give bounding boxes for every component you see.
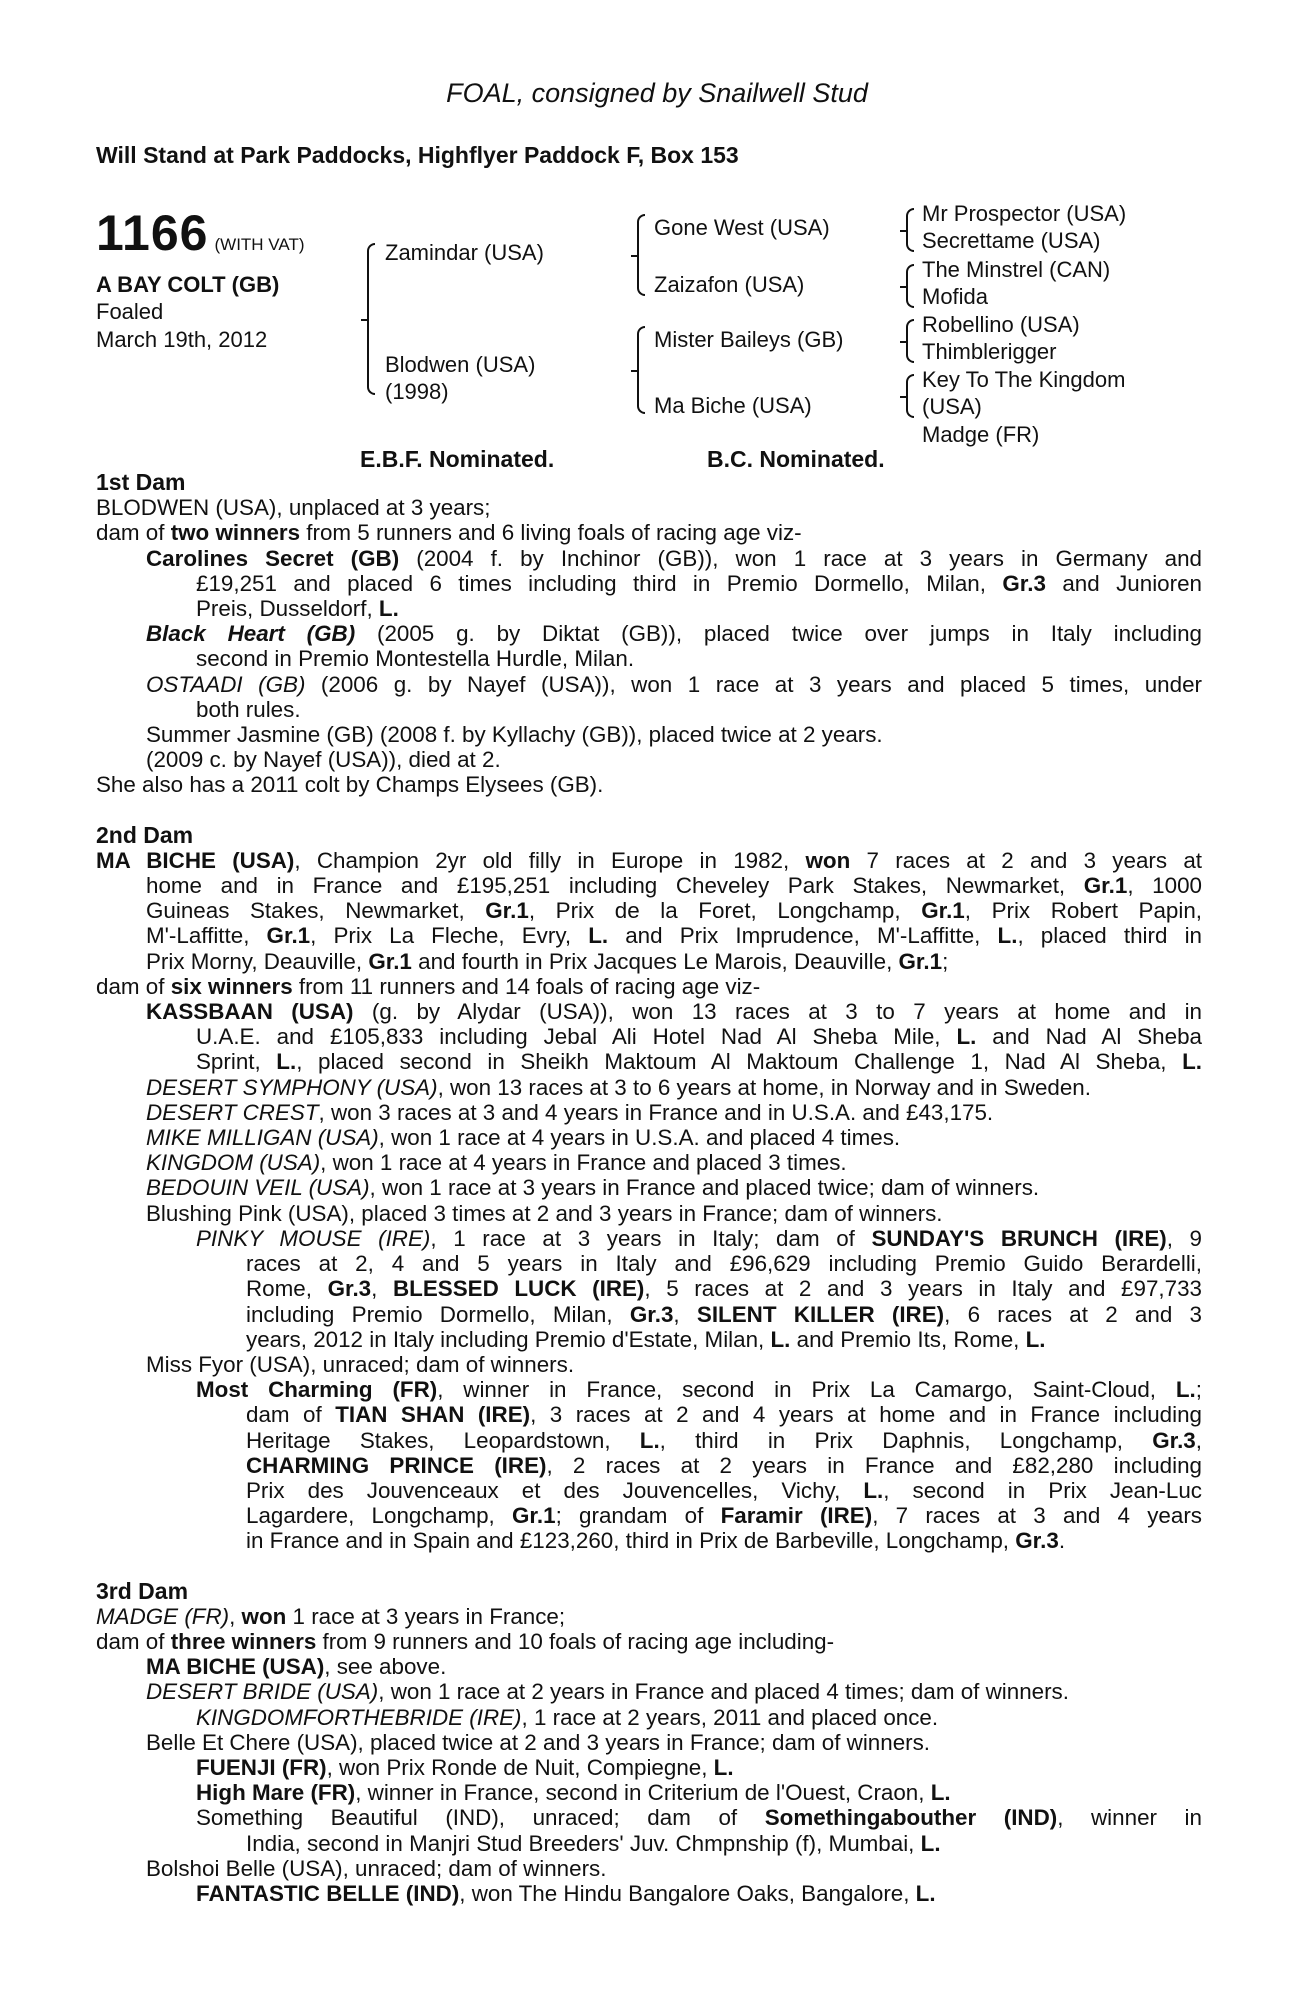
produce-line: Prix des Jouvenceaux et des Jouvencelles, Vichy, L., second in Prix Jean-Luc	[246, 1477, 1202, 1503]
foaled-date: March 19th, 2012	[96, 327, 268, 352]
produce-line: Belle Et Chere (USA), placed twice at 2 and 3 years in France; dam of winners.	[146, 1729, 931, 1755]
pedigree-g8: Madge (FR)	[922, 422, 1040, 447]
produce-line: KINGDOMFORTHEBRIDE (IRE), 1 race at 2 years, 2011 and placed once.	[196, 1704, 939, 1730]
lot-number-block	[96, 204, 305, 262]
produce-line: Blushing Pink (USA), placed 3 times at 2 and 3 years in France; dam of winners.	[146, 1200, 943, 1226]
produce-line: PINKY MOUSE (IRE), 1 race at 3 years in Italy; dam of SUNDAY'S BRUNCH (IRE), 9	[196, 1225, 1202, 1251]
pedigree-dam-year: (1998)	[385, 379, 449, 404]
second-dam-line: home and in France and £195,251 including Cheveley Park Stakes, Newmarket, Gr.1, 1000	[146, 873, 1202, 899]
pedigree-bracket	[906, 264, 914, 308]
produce-line: years, 2012 in Italy including Premio d'Estate, Milan, L. and Premio Its, Rome, L.	[246, 1326, 1046, 1352]
first-dam-line: BLODWEN (USA), unplaced at 3 years;	[96, 495, 491, 521]
produce-line: She also has a 2011 colt by Champs Elysees (GB).	[96, 772, 604, 798]
first-dam-heading: 1st Dam	[96, 469, 186, 495]
pedigree-g6: Thimblerigger	[922, 339, 1057, 364]
produce-line: FANTASTIC BELLE (IND), won The Hindu Bangalore Oaks, Bangalore, L.	[196, 1880, 936, 1906]
pedigree-sire-dam: Zaizafon (USA)	[654, 272, 805, 297]
second-dam-line: Prix Morny, Deauville, Gr.1 and fourth in Prix Jacques Le Marois, Deauville, Gr.1;	[146, 948, 949, 974]
produce-line: KINGDOM (USA), won 1 race at 4 years in France and placed 3 times.	[146, 1150, 847, 1176]
produce-line: BEDOUIN VEIL (USA), won 1 race at 3 years in France and placed twice; dam of winners.	[146, 1175, 1040, 1201]
produce-line: MIKE MILLIGAN (USA), won 1 race at 4 years in U.S.A. and placed 4 times.	[146, 1125, 901, 1151]
second-dam-line: MA BICHE (USA), Champion 2yr old filly in Europe in 1982, won 7 races at 2 and 3 years at	[96, 847, 1202, 873]
pedigree-dam: Blodwen (USA)	[385, 352, 536, 377]
produce-line: including Premio Dormello, Milan, Gr.3, SILENT KILLER (IRE), 6 races at 2 and 3	[246, 1301, 1202, 1327]
pedigree-bracket	[906, 319, 914, 363]
produce-line: Most Charming (FR), winner in France, second in Prix La Camargo, Saint-Cloud, L.;	[196, 1377, 1202, 1403]
produce-line: DESERT BRIDE (USA), won 1 race at 2 years in France and placed 4 times; dam of winners.	[146, 1679, 1069, 1705]
produce-line: Lagardere, Longchamp, Gr.1; grandam of Faramir (IRE), 7 races at 3 and 4 years	[246, 1503, 1202, 1529]
pedigree-sire: Zamindar (USA)	[385, 240, 544, 265]
produce-line: dam of TIAN SHAN (IRE), 3 races at 2 and 4 years at home and in France including	[246, 1402, 1202, 1428]
pedigree-bracket	[906, 208, 914, 252]
produce-line: KASSBAAN (USA) (g. by Alydar (USA)), won 13 races at 3 to 7 years at home and in	[146, 999, 1203, 1025]
produce-line: Rome, Gr.3, BLESSED LUCK (IRE), 5 races at 2 and 3 years in Italy and £97,733	[246, 1276, 1202, 1302]
produce-line: Something Beautiful (IND), unraced; dam of Somethingabouther (IND), winner in	[196, 1805, 1202, 1831]
produce-line: both rules.	[196, 696, 301, 722]
pedigree-bracket	[637, 214, 645, 296]
pedigree-sire-sire: Gone West (USA)	[654, 215, 830, 240]
produce-line: Sprint, L., placed second in Sheikh Maktoum Al Maktoum Challenge 1, Nad Al Sheba, L.	[196, 1049, 1202, 1075]
foaled-label: Foaled	[96, 299, 164, 324]
produce-line: Black Heart (GB) (2005 g. by Diktat (GB)), placed twice over jumps in Italy including	[146, 621, 1203, 647]
produce-line: CHARMING PRINCE (IRE), 2 races at 2 years in France and £82,280 including	[246, 1452, 1202, 1478]
first-dam-line: dam of two winners from 5 runners and 6 living foals of racing age viz-	[96, 520, 802, 546]
produce-line: DESERT CREST, won 3 races at 3 and 4 years in France and in U.S.A. and £43,175.	[146, 1099, 994, 1125]
pedigree-g4: Mofida	[922, 284, 989, 309]
pedigree-bracket	[367, 243, 375, 395]
produce-line: Preis, Dusseldorf, L.	[196, 596, 399, 622]
third-dam-heading: 3rd Dam	[96, 1577, 189, 1604]
second-dam-heading: 2nd Dam	[96, 821, 194, 848]
second-dam-line: M'-Laffitte, Gr.1, Prix La Fleche, Evry, L. and Prix Imprudence, M'-Laffitte, L., placed third in	[146, 923, 1202, 949]
bc-nominated: B.C. Nominated.	[707, 446, 885, 472]
pedigree-bracket	[906, 374, 914, 418]
catalogue-body	[0, 470, 1314, 1906]
stand-location: Will Stand at Park Paddocks, Highflyer Paddock F, Box 153	[96, 142, 739, 168]
second-dam-line: dam of six winners from 11 runners and 14 foals of racing age viz-	[96, 973, 761, 999]
third-dam-line: dam of three winners from 9 runners and 10 foals of racing age including-	[96, 1628, 835, 1654]
produce-line: Miss Fyor (USA), unraced; dam of winners.	[146, 1351, 575, 1377]
pedigree-g1: Mr Prospector (USA)	[922, 201, 1127, 226]
pedigree-g2: Secrettame (USA)	[922, 228, 1101, 253]
produce-line: in France and in Spain and £123,260, third in Prix de Barbeville, Longchamp, Gr.3.	[246, 1528, 1066, 1554]
produce-line: Summer Jasmine (GB) (2008 f. by Kyllachy (GB)), placed twice at 2 years.	[146, 722, 883, 748]
produce-line: MA BICHE (USA), see above.	[146, 1654, 447, 1680]
produce-line: High Mare (FR), winner in France, second in Criterium de l'Ouest, Craon, L.	[196, 1780, 951, 1806]
pedigree-dam-sire: Mister Baileys (GB)	[654, 327, 844, 352]
produce-line: U.A.E. and £105,833 including Jebal Ali Hotel Nad Al Sheba Mile, L. and Nad Al Sheba	[196, 1024, 1202, 1050]
pedigree-bracket	[637, 326, 645, 414]
produce-line: second in Premio Montestella Hurdle, Milan.	[196, 646, 635, 672]
produce-line: OSTAADI (GB) (2006 g. by Nayef (USA)), won 1 race at 3 years and placed 5 times, under	[146, 671, 1203, 697]
third-dam-line: MADGE (FR), won 1 race at 3 years in France;	[96, 1603, 566, 1629]
consignment-heading: FOAL, consigned by Snailwell Stud	[446, 78, 868, 108]
pedigree-g7: Key To The Kingdom	[922, 367, 1126, 392]
produce-line: races at 2, 4 and 5 years in Italy and £96,629 including Premio Guido Berardelli,	[246, 1251, 1202, 1277]
pedigree-g5: Robellino (USA)	[922, 312, 1080, 337]
vat-label: (WITH VAT)	[214, 235, 305, 254]
produce-line: FUENJI (FR), won Prix Ronde de Nuit, Compiegne, L.	[196, 1754, 734, 1780]
produce-line: Bolshoi Belle (USA), unraced; dam of winners.	[146, 1855, 607, 1881]
produce-line: DESERT SYMPHONY (USA), won 13 races at 3 to 6 years at home, in Norway and in Sweden.	[146, 1074, 1091, 1100]
produce-line: India, second in Manjri Stud Breeders' Juv. Chmpnship (f), Mumbai, L.	[246, 1830, 941, 1856]
pedigree-g7-country: (USA)	[922, 394, 982, 419]
produce-line: Heritage Stakes, Leopardstown, L., third in Prix Daphnis, Longchamp, Gr.3,	[246, 1427, 1202, 1453]
lot-description: A BAY COLT (GB)	[96, 272, 280, 297]
pedigree-dam-dam: Ma Biche (USA)	[654, 393, 812, 418]
produce-line: Carolines Secret (GB) (2004 f. by Inchinor (GB)), won 1 race at 3 years in Germany and	[146, 545, 1202, 571]
produce-line: (2009 c. by Nayef (USA)), died at 2.	[146, 747, 501, 773]
lot-number: 1166	[96, 205, 209, 261]
produce-line: £19,251 and placed 6 times including third in Premio Dormello, Milan, Gr.3 and Junioren	[196, 570, 1202, 596]
pedigree-g3: The Minstrel (CAN)	[922, 257, 1111, 282]
second-dam-line: Guineas Stakes, Newmarket, Gr.1, Prix de la Foret, Longchamp, Gr.1, Prix Robert Papin,	[146, 898, 1202, 924]
ebf-nominated: E.B.F. Nominated.	[360, 446, 555, 472]
